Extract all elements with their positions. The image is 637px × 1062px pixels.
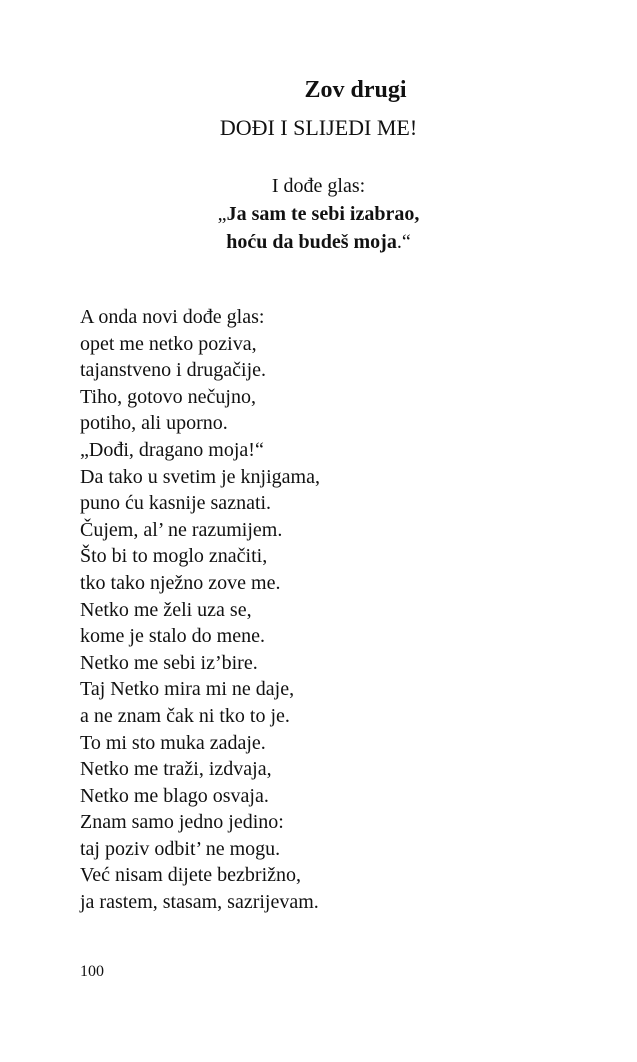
poem-line: A onda novi dođe glas: xyxy=(80,306,265,328)
poem-line: taj poziv odbit’ ne mogu. xyxy=(80,837,281,860)
poem-body xyxy=(80,304,560,916)
intro-close-quote: .“ xyxy=(396,231,411,253)
poem-line: „Dođi, dragano moja!“ xyxy=(80,438,264,461)
poem-line: Netko me blago osvaja. xyxy=(80,784,269,807)
poem-subtitle-text: DOĐI I SLIJEDI ME! xyxy=(219,115,418,140)
poem-line: To mi sto muka zadaje. xyxy=(80,731,266,754)
poem-title-text: Zov drugi xyxy=(304,77,407,103)
poem-line: Čujem, al’ ne razumijem. xyxy=(80,518,283,541)
poem-line: Tiho, gotovo nečujno, xyxy=(80,385,256,408)
poem-title xyxy=(37,76,637,104)
poem-line: ja rastem, stasam, sazrijevam. xyxy=(80,891,319,914)
poem-line: kome je stalo do mene. xyxy=(80,625,265,648)
intro-line-2 xyxy=(0,200,637,228)
poem-line: Netko me sebi iz’bire. xyxy=(80,651,258,674)
intro-bold-line-3: hoću da budeš moja xyxy=(226,231,397,253)
intro-line-1: I dođe glas: xyxy=(271,175,366,197)
poem-line: potiho, ali uporno. xyxy=(80,412,228,435)
poem-line: tko tako nježno zove me. xyxy=(80,571,281,594)
poem-line: opet me netko poziva, xyxy=(80,332,257,355)
intro-line-3 xyxy=(0,228,637,256)
poem-line: Taj Netko mira mi ne daje, xyxy=(80,678,295,701)
poem-line: Već nisam dijete bezbrižno, xyxy=(80,864,302,887)
intro-open-quote: „ xyxy=(217,203,227,225)
intro-bold-line-2: Ja sam te sebi izabrao, xyxy=(226,203,420,225)
poem-line: puno ću kasnije saznati. xyxy=(80,492,272,515)
poem-line: Znam samo jedno jedino: xyxy=(80,811,284,834)
intro-stanza xyxy=(0,172,637,256)
poem-line: Netko me traži, izdvaja, xyxy=(80,758,272,781)
poem-line: Da tako u svetim je knjigama, xyxy=(80,465,320,488)
poem-line: Što bi to moglo značiti, xyxy=(80,545,268,568)
poem-line: a ne znam čak ni tko to je. xyxy=(80,704,290,727)
page-number: 100 xyxy=(80,963,104,980)
poem-subtitle xyxy=(0,114,637,142)
poem-line: tajanstveno i drugačije. xyxy=(80,359,267,382)
poem-line: Netko me želi uza se, xyxy=(80,598,252,621)
